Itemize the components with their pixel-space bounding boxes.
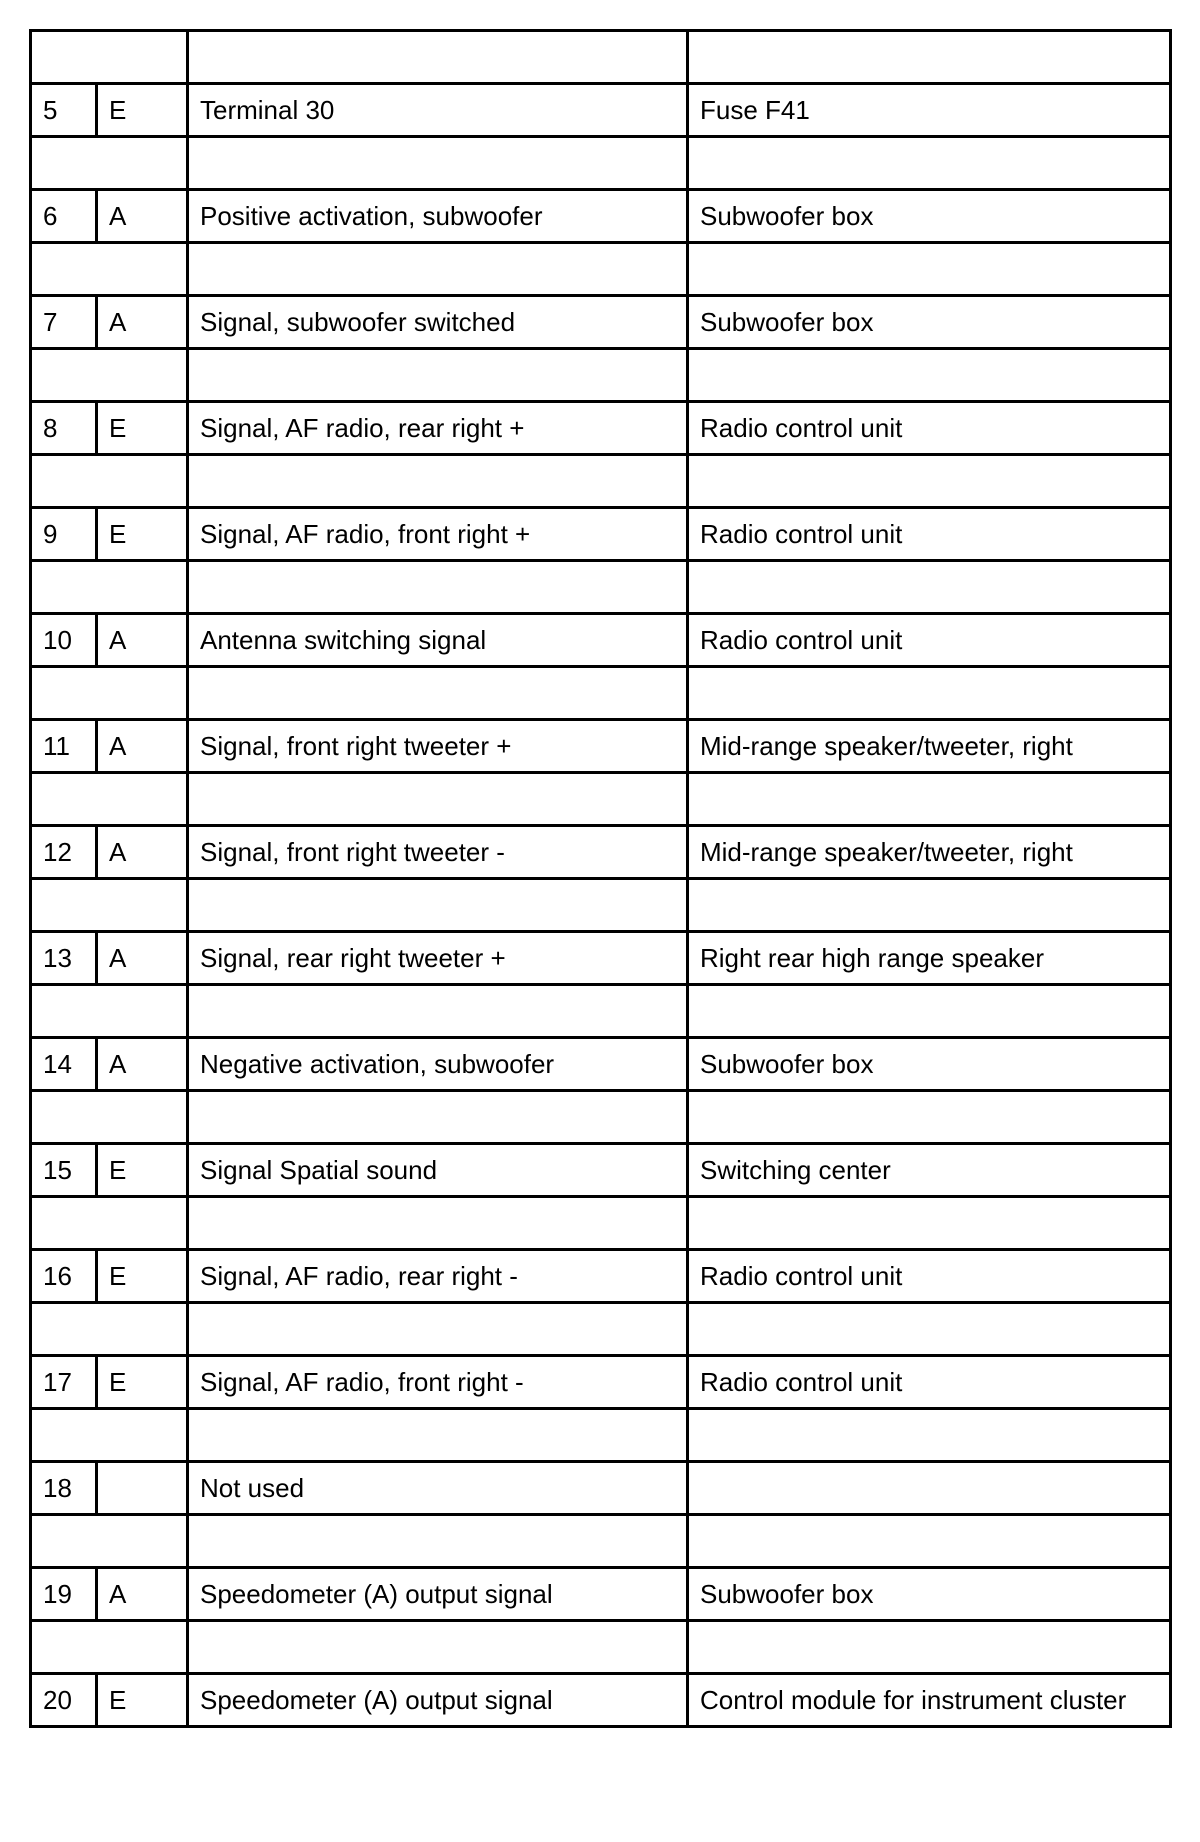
pin-number-cell: 7 xyxy=(31,296,97,349)
signal-description-cell: Signal, AF radio, front right + xyxy=(188,508,688,561)
pin-number-cell: 17 xyxy=(31,1356,97,1409)
connected-component-cell: Switching center xyxy=(688,1144,1171,1197)
spacer-row xyxy=(31,1621,1171,1674)
signal-description-cell: Negative activation, subwoofer xyxy=(188,1038,688,1091)
spacer-cell xyxy=(188,137,688,190)
io-type-cell: A xyxy=(97,932,188,985)
signal-description-cell: Speedometer (A) output signal xyxy=(188,1568,688,1621)
spacer-cell xyxy=(688,137,1171,190)
signal-description-cell: Positive activation, subwoofer xyxy=(188,190,688,243)
spacer-row xyxy=(31,349,1171,402)
connected-component-cell: Radio control unit xyxy=(688,1356,1171,1409)
io-type-cell: A xyxy=(97,1038,188,1091)
pin-number-cell: 6 xyxy=(31,190,97,243)
io-type-cell: E xyxy=(97,84,188,137)
table-row xyxy=(31,1038,1171,1091)
spacer-cell xyxy=(188,31,688,84)
spacer-cell xyxy=(688,1303,1171,1356)
spacer-row xyxy=(31,561,1171,614)
spacer-row xyxy=(31,773,1171,826)
pin-number-cell: 15 xyxy=(31,1144,97,1197)
spacer-cell xyxy=(31,1303,188,1356)
spacer-row xyxy=(31,1197,1171,1250)
spacer-cell xyxy=(31,1621,188,1674)
spacer-row xyxy=(31,137,1171,190)
connected-component-cell: Mid-range speaker/tweeter, right xyxy=(688,826,1171,879)
pin-number-cell: 16 xyxy=(31,1250,97,1303)
spacer-row xyxy=(31,1409,1171,1462)
pin-number-cell: 20 xyxy=(31,1674,97,1727)
table-row xyxy=(31,508,1171,561)
io-type-cell: E xyxy=(97,1674,188,1727)
pin-number-cell: 18 xyxy=(31,1462,97,1515)
io-type-cell: E xyxy=(97,508,188,561)
table-row xyxy=(31,932,1171,985)
spacer-cell xyxy=(188,349,688,402)
spacer-cell xyxy=(188,455,688,508)
signal-description-cell: Signal, AF radio, rear right - xyxy=(188,1250,688,1303)
pin-number-cell: 14 xyxy=(31,1038,97,1091)
io-type-cell: E xyxy=(97,1356,188,1409)
spacer-cell xyxy=(31,561,188,614)
signal-description-cell: Antenna switching signal xyxy=(188,614,688,667)
spacer-cell xyxy=(31,31,188,84)
spacer-cell xyxy=(188,1515,688,1568)
spacer-cell xyxy=(688,561,1171,614)
table-row xyxy=(31,296,1171,349)
connected-component-cell: Subwoofer box xyxy=(688,190,1171,243)
signal-description-cell: Signal, subwoofer switched xyxy=(188,296,688,349)
spacer-cell xyxy=(688,1515,1171,1568)
spacer-cell xyxy=(688,985,1171,1038)
table-row xyxy=(31,1250,1171,1303)
pin-number-cell: 10 xyxy=(31,614,97,667)
spacer-cell xyxy=(688,243,1171,296)
pin-number-cell: 9 xyxy=(31,508,97,561)
signal-description-cell: Signal, AF radio, front right - xyxy=(188,1356,688,1409)
table-row xyxy=(31,720,1171,773)
table-row xyxy=(31,1144,1171,1197)
spacer-row xyxy=(31,1303,1171,1356)
signal-description-cell: Signal, rear right tweeter + xyxy=(188,932,688,985)
connected-component-cell: Subwoofer box xyxy=(688,1568,1171,1621)
table-row xyxy=(31,1568,1171,1621)
io-type-cell: A xyxy=(97,1568,188,1621)
pin-number-cell: 11 xyxy=(31,720,97,773)
table-row xyxy=(31,1674,1171,1727)
table-row xyxy=(31,402,1171,455)
connected-component-cell: Mid-range speaker/tweeter, right xyxy=(688,720,1171,773)
table-row xyxy=(31,614,1171,667)
spacer-cell xyxy=(31,243,188,296)
connected-component-cell xyxy=(688,1462,1171,1515)
spacer-cell xyxy=(31,667,188,720)
header-spacer-row xyxy=(31,31,1171,84)
io-type-cell xyxy=(97,1462,188,1515)
spacer-cell xyxy=(188,667,688,720)
io-type-cell: E xyxy=(97,1250,188,1303)
spacer-cell xyxy=(688,1409,1171,1462)
pin-number-cell: 8 xyxy=(31,402,97,455)
pin-table-body xyxy=(31,31,1171,1727)
pin-assignment-table xyxy=(29,29,1172,1728)
spacer-cell xyxy=(188,985,688,1038)
spacer-row xyxy=(31,879,1171,932)
spacer-cell xyxy=(31,455,188,508)
connected-component-cell: Radio control unit xyxy=(688,402,1171,455)
spacer-cell xyxy=(188,243,688,296)
pin-number-cell: 19 xyxy=(31,1568,97,1621)
pin-number-cell: 13 xyxy=(31,932,97,985)
io-type-cell: E xyxy=(97,402,188,455)
spacer-cell xyxy=(688,667,1171,720)
spacer-cell xyxy=(31,349,188,402)
spacer-cell xyxy=(688,31,1171,84)
io-type-cell: A xyxy=(97,190,188,243)
signal-description-cell: Not used xyxy=(188,1462,688,1515)
table-row xyxy=(31,826,1171,879)
spacer-cell xyxy=(188,1303,688,1356)
io-type-cell: A xyxy=(97,720,188,773)
spacer-cell xyxy=(188,561,688,614)
table-row xyxy=(31,1462,1171,1515)
spacer-cell xyxy=(188,773,688,826)
connected-component-cell: Subwoofer box xyxy=(688,296,1171,349)
spacer-cell xyxy=(188,1621,688,1674)
connected-component-cell: Right rear high range speaker xyxy=(688,932,1171,985)
pin-number-cell: 5 xyxy=(31,84,97,137)
spacer-row xyxy=(31,667,1171,720)
spacer-cell xyxy=(188,1409,688,1462)
connected-component-cell: Radio control unit xyxy=(688,508,1171,561)
spacer-cell xyxy=(688,773,1171,826)
spacer-cell xyxy=(688,1197,1171,1250)
spacer-cell xyxy=(688,879,1171,932)
table-row xyxy=(31,84,1171,137)
io-type-cell: A xyxy=(97,614,188,667)
table-row xyxy=(31,190,1171,243)
spacer-cell xyxy=(31,1197,188,1250)
spacer-cell xyxy=(31,137,188,190)
io-type-cell: A xyxy=(97,296,188,349)
signal-description-cell: Speedometer (A) output signal xyxy=(188,1674,688,1727)
spacer-row xyxy=(31,985,1171,1038)
connected-component-cell: Fuse F41 xyxy=(688,84,1171,137)
table-row xyxy=(31,1356,1171,1409)
spacer-row xyxy=(31,455,1171,508)
signal-description-cell: Signal Spatial sound xyxy=(188,1144,688,1197)
spacer-cell xyxy=(688,1621,1171,1674)
pin-number-cell: 12 xyxy=(31,826,97,879)
connected-component-cell: Control module for instrument cluster xyxy=(688,1674,1171,1727)
spacer-cell xyxy=(688,1091,1171,1144)
connected-component-cell: Radio control unit xyxy=(688,1250,1171,1303)
io-type-cell: E xyxy=(97,1144,188,1197)
signal-description-cell: Terminal 30 xyxy=(188,84,688,137)
spacer-cell xyxy=(31,985,188,1038)
signal-description-cell: Signal, front right tweeter + xyxy=(188,720,688,773)
spacer-cell xyxy=(31,1091,188,1144)
signal-description-cell: Signal, front right tweeter - xyxy=(188,826,688,879)
connected-component-cell: Radio control unit xyxy=(688,614,1171,667)
spacer-cell xyxy=(31,1515,188,1568)
spacer-cell xyxy=(688,455,1171,508)
spacer-cell xyxy=(188,1091,688,1144)
spacer-row xyxy=(31,243,1171,296)
spacer-cell xyxy=(688,349,1171,402)
spacer-cell xyxy=(188,879,688,932)
io-type-cell: A xyxy=(97,826,188,879)
spacer-cell xyxy=(31,773,188,826)
spacer-cell xyxy=(31,1409,188,1462)
spacer-cell xyxy=(31,879,188,932)
spacer-cell xyxy=(188,1197,688,1250)
spacer-row xyxy=(31,1091,1171,1144)
signal-description-cell: Signal, AF radio, rear right + xyxy=(188,402,688,455)
spacer-row xyxy=(31,1515,1171,1568)
connected-component-cell: Subwoofer box xyxy=(688,1038,1171,1091)
